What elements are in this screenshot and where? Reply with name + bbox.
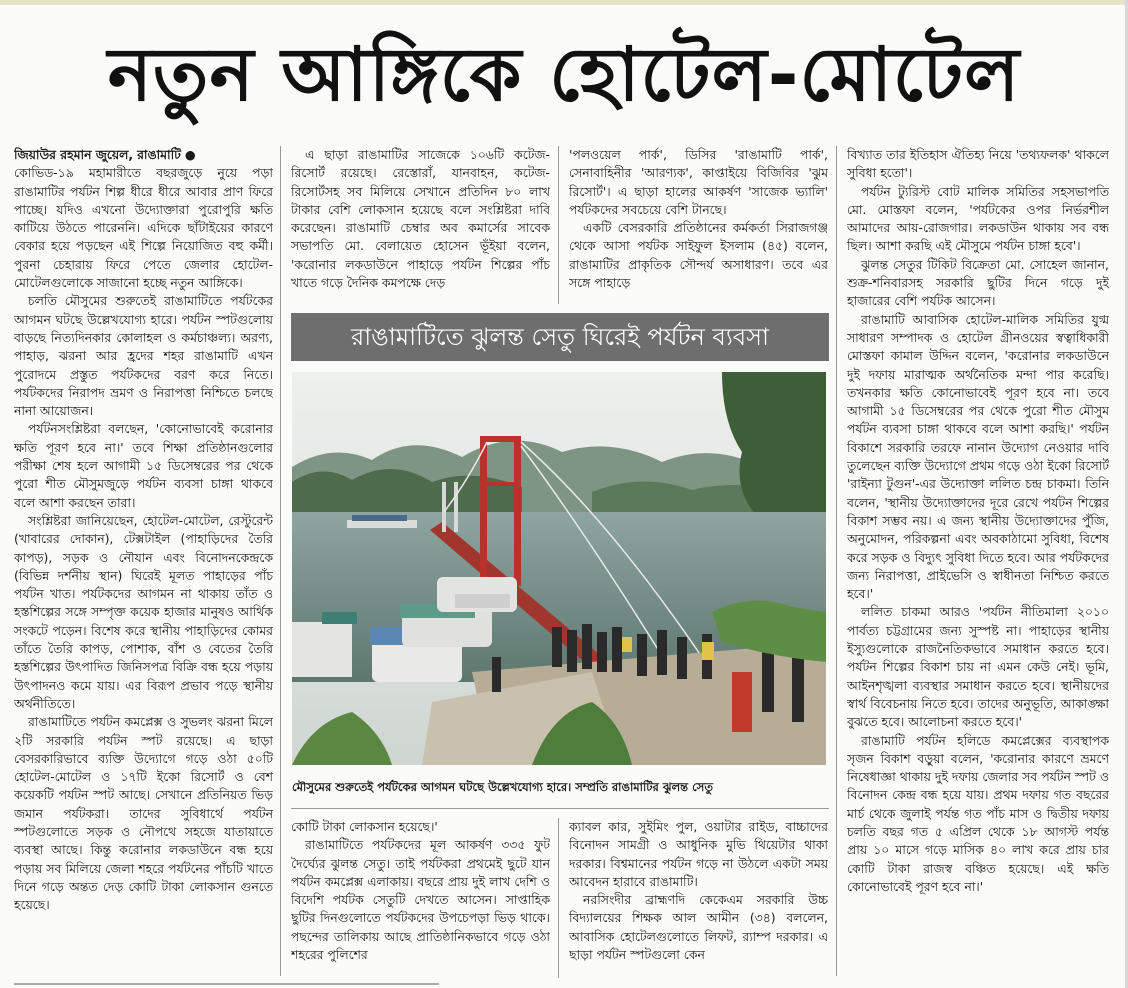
column-2-top (291, 146, 550, 304)
paragraph: 'পলওয়েল পার্ক', ডিসির 'রাঙামাটি পার্ক', সেনাবাহিনীর 'আরণ্যক', কাপ্তাইয়ে বিজিবির 'ঝুম রিসোর্ট'। এ ছাড়া হালের আকর্ষণ 'সাজেক ভ্যালি' পর্যটকদের সবচেয়ে বেশি টানছে। (569, 147, 828, 217)
column-divider (558, 818, 559, 978)
bullet-icon: ● (184, 147, 196, 162)
caption-rule (291, 808, 829, 809)
column-4 (847, 146, 1109, 978)
byline (14, 146, 273, 164)
paragraph: চলতি মৌসুমের শুরুতেই রাঙামাটিতে পর্যটকের আগমন ঘটছে উল্লেখযোগ্য হারে। পর্যটন স্পটগুলোয় বাড়ছে নিত্যদিনকার কোলাহল ও কর্মচাঞ্চল্য। অরণ্য, পাহাড়, ঝরনা আর হ্রদের শহর রাঙামাটি এখন পুরোদমে প্রস্তুত পর্যটকদের বরণ করে নিতে। পর্যটকদের নিরাপদ ভ্রমণ ও নিরাপত্তা নিশ্চিতে চলছে নানা আয়োজন। (14, 293, 273, 419)
column-divider (836, 146, 837, 976)
column-3-top (569, 146, 828, 304)
paragraph: সংশ্লিষ্টরা জানিয়েছেন, হোটেল-মোটেল, রেস্টুরেন্ট (খাবারের দোকান), টেক্সটাইল (পাহাড়িদের তৈরি কাপড়), সড়ক ও নৌযান এবং বিনোদনকেন্দ্রকে (বিভিন্ন দর্শনীয় স্থান) ঘিরেই মূলত পাহাড়ের পাঁচ পর্যটন খাত। পর্যটকদের আগমন না থাকায় তাঁত ও হস্তশিল্পের সঙ্গে সম্পৃক্ত কয়েক হাজার মানুষও আর্থিক সংকটে পড়েন। বিশেষ করে স্থানীয় পাহাড়িদের কোমর তাঁতে তৈরি কাপড়, পোশাক, বাঁশ ও বেতের তৈরি হস্তশিল্পের উৎপাদিত জিনিসপত্র বিক্রি বন্ধ হয়ে পড়ায় উৎপাদনও কমে যায়। এর বিরূপ প্রভাব পড়ে স্থানীয় অর্থনীতিতে। (14, 512, 273, 711)
paragraph: রাঙামাটিতে পর্যটন কমপ্লেক্স ও সুভলং ঝরনা মিলে ২টি সরকারি পর্যটন স্পট রয়েছে। এ ছাড়া বেসরকারিভাবে ব্যক্তি উদ্যোগে গড়ে ওঠা ৫০টি হোটেল-মোটেল ও ১৭টি ইকো রিসোর্ট ও বেশ কয়েকটি পর্যটন স্পট আছে। সেখানে প্রতিনিয়ত ভিড় জমান পর্যটকরা। তাদের সুবিধার্থে পর্যটন স্পটগুলোতে সড়ক ও নৌপথে সহজে যাতায়াতে ব্যবস্থা আছে। কিন্তু করোনার লকডাউনে বন্ধ হয়ে পড়ায় সব মিলিয়ে জেলা শহরে পর্যটনের পাঁচটি খাতে দিনে গড়ে অন্তত দেড় কোটি টাকা লোকসান গুনতে হয়েছে। (14, 714, 273, 913)
paragraph: পর্যটনসংশ্লিষ্টরা বলছেন, 'কোনোভাবেই করোনার ক্ষতি পূরণ হবে না।' তবে শিক্ষা প্রতিষ্ঠানগুলোর পরীক্ষা শেষ হলে আগামী ১৫ ডিসেম্বরের পর থেকে পুরো শীত মৌসুমজুড়ে পর্যটন ব্যবসা চাঙ্গা থাকবে বলে আশা করছেন তারা। (14, 421, 273, 510)
column-2-bottom (291, 818, 550, 978)
paragraph: কোভিড-১৯ মহামারীতে বছরজুড়ে নুয়ে পড়া রাঙামাটির পর্যটন শিল্প ধীরে ধীরে আবার প্রাণ ফিরে পাচ্ছে। যদিও এখনো উদ্যোক্তারা পুরোপুরি ক্ষতি কাটিয়ে উঠতে পারেননি। এদিকে ছাঁটাইয়ের কারণে বেকার হয়ে পড়ছেন এই শিল্পে নিয়োজিত বহু কর্মী। পুরনা চেহারায় ফিরে পেতে জেলার হোটেল-মোটেলগুলোকে সাজানো হচ্ছে নতুন আঙ্গিকে। (14, 165, 273, 291)
byline-place: রাঙামাটি (137, 147, 181, 162)
bridge-photo (292, 372, 826, 765)
paragraph: কোটি টাকা লোকসান হয়েছে।' (291, 819, 438, 834)
subheadline: রাঙামাটিতে ঝুলন্ত সেতু ঘিরেই পর্যটন ব্যবসা (291, 313, 829, 361)
byline-author: জিয়াউর রহমান জুয়েল, (14, 147, 134, 162)
paragraph: রাঙামাটি পর্যটন হলিডে কমপ্লেক্সের ব্যবস্থাপক সৃজন বিকাশ বড়ুয়া বলেন, 'করোনার কারণে ভ্রমণে নিষেধাজ্ঞা থাকায় দুই দফায় জেলার সব পর্যটন স্পট ও বিনোদন কেন্দ্র বন্ধ হয়ে যায়। প্রথম দফায় গত বছরের মার্চ থেকে জুলাই পর্যন্ত গত পাঁচ মাস ও দ্বিতীয় দফায় চলতি বছর গত ৫ এপ্রিল থেকে ১৮ আগস্ট পর্যন্ত প্রায় ১০ মাসে গড়ে মাসিক ৪০ লাখ করে প্রায় চার কোটি টাকা রাজস্ব বঞ্চিত হয়েছে। এই ক্ষতি কোনোভাবেই পূরণ হবে না।' (847, 732, 1109, 894)
paragraph: পর্যটন ট্যুরিস্ট বোট মালিক সমিতির সহসভাপতি মো. মোস্তফা বলেন, 'পর্যটকের ওপর নির্ভরশীল আমাদের আয়-রোজগার। লকডাউন থাকায় সব বন্ধ ছিল। আশা করছি এই মৌসুমে পর্যটন চাঙ্গা হবে'। (847, 183, 1109, 254)
column-1 (14, 146, 273, 978)
paragraph: বিখ্যাত তার ইতিহাস ঐতিহ্য নিয়ে 'তথ্যফলক' থাকলে সুবিধা হতো'। (847, 147, 1109, 181)
column-divider (558, 146, 559, 304)
paragraph: এ ছাড়া রাঙামাটির সাজেকে ১০৬টি কটেজ-রিসোর্ট রয়েছে। রেস্তোরাঁ, যানবাহন, কটেজ-রিসোর্টসহ সব মিলিয়ে সেখানে প্রতিদিন ৮০ লাখ টাকার বেশি লোকসান হয়েছে বলে সংশ্লিষ্টরা দাবি করেছেন। রাঙামাটি চেম্বার অব কমার্সের সাবেক সভাপতি মো. বেলায়েত হোসেন ভূঁইয়া বলেন, 'করোনার লকডাউনে পাহাড়ে পর্যটন শিল্পের পাঁচ খাতে গড়ে দৈনিক কমপক্ষে দেড় (291, 147, 550, 291)
paragraph: নরসিংদীর ব্রাহ্মণদি কেকেএম সরকারি উচ্চ বিদ্যালয়ের শিক্ষক আল আমীন (৩৪) বললেন, আবাসিক হোটেলগুলোতে লিফট, র‍্যাম্প দরকার। এ ছাড়া পর্যটন স্পটগুলো কেন (569, 892, 828, 963)
bottom-rule (14, 983, 439, 985)
column-divider (280, 146, 281, 976)
paragraph: ললিত চাকমা আরও 'পর্যটন নীতিমালা ২০১০ পার্বত্য চট্টগ্রামের জন্য সুস্পষ্ট না। পাহাড়ের স্থানীয় ইস্যুগুলোকে রাজনৈতিকভাবে সমাধান করতে হবে। পর্যটন শিল্পের বিকাশ চায় না এমন কেউ নেই। ভূমি, আইনশৃঙ্খলা ব্যবস্থার সমাধান করতে হবে। স্থানীয়দের স্বার্থ বিবেচনায় নিতে হবে। তাদের অনুভূতি, আকাঙ্ক্ষা বুঝতে হবে। আলোচনা করতে হবে।' (847, 604, 1109, 730)
paragraph: রাঙামাটিতে পর্যটকদের মূল আকর্ষণ ৩৩৫ ফুট দৈর্ঘ্যের ঝুলন্ত সেতু। তাই পর্যটকরা প্রথমেই ছুটে যান পর্যটন কমপ্লেক্স এলাকায়। বছরে প্রায় দুই লাখ দেশি ও বিদেশি পর্যটক সেতুটি দেখতে আসেন। সাপ্তাহিক ছুটির দিনগুলোতে পর্যটকদের উপচেপড়া ভিড় থাকে। পছন্দের তালিকায় আছে প্রাতিষ্ঠানিকভাবে গড়ে ওঠা শহরের পুলিশের (291, 837, 550, 963)
paragraph: রাঙামাটি আবাসিক হোটেল-মালিক সমিতির যুগ্ম সাধারণ সম্পাদক ও হোটেল গ্রীনওয়ের স্বত্বাধিকারী মোস্তফা কামাল উদ্দিন বলেন, 'করোনার লকডাউনে দুই দফায় মারাত্মক অর্থনৈতিক মন্দা পার করেছি। তখনকার ক্ষতি কোনোভাবেই পূরণ হবে না। তবে আগামী ১৫ ডিসেম্বরের পর থেকে পুরো শীত মৌসুম পর্যটন ব্যবসা চাঙ্গা থাকবে বলে আশা করছি।' পর্যটন বিকাশে সরকারি তরফে নানান উদ্যোগ নেওয়ার দাবি তুলেছেন ব্যক্তি উদ্যোগে প্রথম গড়ে ওঠা ইকো রিসোর্ট 'রাইন্যা টুগুন'-এর উদ্যোক্তা ললিত চন্দ্র চাকমা। তিনি বলেন, 'স্থানীয় উদ্যোক্তাদের দূরে রেখে পর্যটন শিল্পের বিকাশ সম্ভব নয়। এ জন্য স্থানীয় উদ্যোক্তাদের পুঁজি, অনুমোদন, পরিকল্পনা এবং অবকাঠামো সুবিধা, বিশেষ করে সড়ক ও বিদ্যুৎ সুবিধা দিতে হবে। আর পর্যটকদের জন্য নিরাপত্তা, প্রাইভেসি ও স্বাধীনতা নিশ্চিত করতে হবে।' (847, 311, 1109, 602)
paragraph: ক্যাবল কার, সুইমিং পুল, ওয়াটার রাইড, বাচ্চাদের বিনোদন সামগ্রী ও আধুনিক মুভি থিয়েটার থাকা দরকার। বিশ্বমানের পর্যটন গড়ে না উঠলে একটা সময় আবেদন হারাবে রাঙামাটি। (569, 819, 828, 889)
page-top-strip (0, 0, 1128, 5)
headline: নতুন আঙ্গিকে হোটেল-মোটেল (107, 32, 1021, 118)
column-3-bottom (569, 818, 828, 978)
photo-caption: মৌসুমের শুরুতেই পর্যটকের আগমন ঘটছে উল্লেখযোগ্য হারে। সম্প্রতি রাঙামাটির ঝুলন্ত সেতু (292, 780, 713, 794)
paragraph: ঝুলন্ত সেতুর টিকিট বিক্রেতা মো. সোহেল জানান, শুক্র-শনিবারসহ সরকারি ছুটির দিনে গড়ে দুই হাজারের বেশি পর্যটক আসেন। (847, 256, 1109, 309)
paragraph: একটি বেসরকারি প্রতিষ্ঠানের কর্মকর্তা সিরাজগঞ্জ থেকে আসা পর্যটক সাইফুল ইসলাম (৪৫) বলেন, রাঙামাটির প্রাকৃতিক সৌন্দর্য অসাধারণ। তবে এর সঙ্গে পাহাড়ে (569, 220, 828, 291)
